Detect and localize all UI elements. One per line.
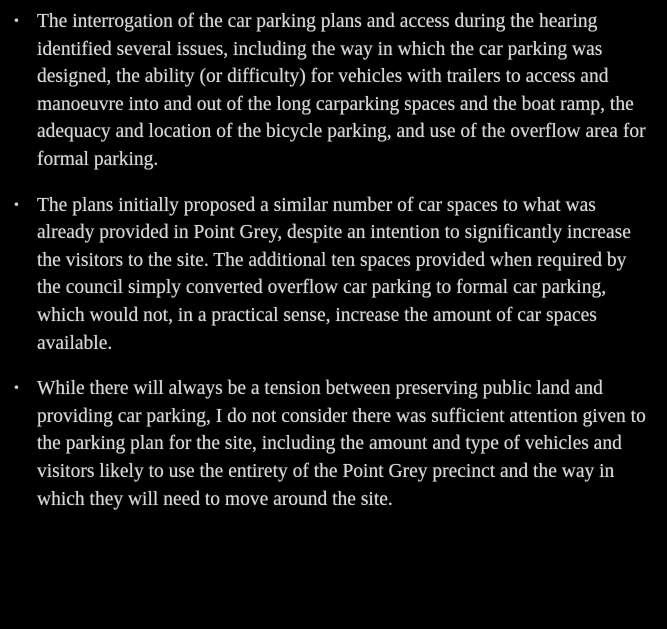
bullet-icon: • bbox=[14, 14, 19, 29]
paragraph-text: The interrogation of the car parking plans and access during the hearing identified several issues, including the way in which the car parking was designed, the ability (or difficulty) for vehicles with trailers to access and manoeuvre into and out of the long carparking spaces and the boat ramp, the adequacy and location of the bicycle parking, and use of the overflow area for formal parking. bbox=[37, 11, 646, 170]
paragraph-text: The plans initially proposed a similar number of car spaces to what was already provided in Point Grey, despite an intention to significantly increase the visitors to the site. The additional ten spaces provided when required by the council simply converted overflow car parking to formal car parking, which would not, in a practical sense, increase the amount of car spaces available. bbox=[37, 194, 631, 354]
bullet-icon: • bbox=[14, 381, 19, 397]
bullet-icon: • bbox=[14, 197, 19, 213]
list-item bbox=[14, 375, 653, 513]
list-item bbox=[14, 8, 653, 174]
paragraph-text: While there will always be a tension between preserving public land and providing car parking, I do not consider there was sufficient attention given to the parking plan for the site, including the amount and type of vehicles and visitors likely to use the entirety of the Point Grey precinct and the way in which they will need to move around the site. bbox=[37, 378, 646, 510]
list-item bbox=[14, 192, 653, 358]
